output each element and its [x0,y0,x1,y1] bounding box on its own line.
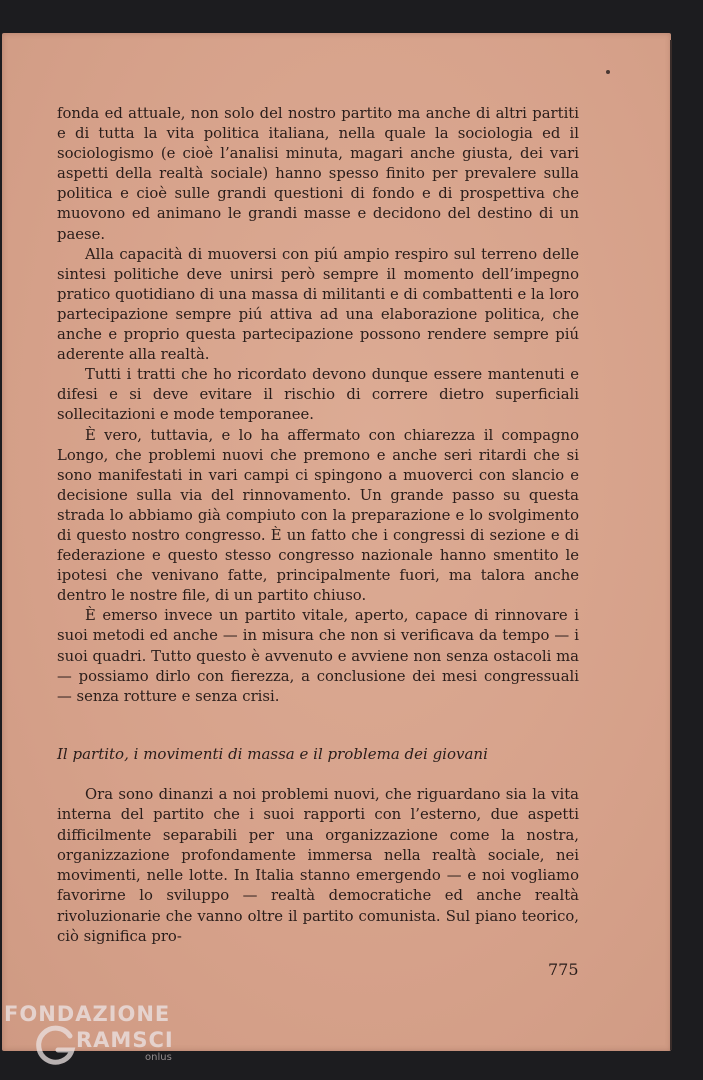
watermark-line-2: RAMSCI [76,1028,174,1052]
page-edge-shadow [670,40,672,1050]
paragraph-6: Ora sono dinanzi a noi problemi nuovi, che riguardano sia la vita interna del partito che i suoi rapporti con l’esterno, due aspetti difficilmente separabili per una organizzazione come la nostra, organizzazione profondamente immersa nella realtà sociale, nei movimenti, nelle lotte. In Italia stanno emergendo — e noi vogliamo favorirne lo sviluppo — realtà democratiche ed anche realtà rivoluzionarie che vanno oltre il partito comunista. Sul piano teorico, ciò significa pro- [57,786,579,946]
fondazione-gramsci-watermark [4,1002,184,1072]
paper-speck [606,70,610,74]
paragraph-3: Tutti i tratti che ho ricordato devono dunque essere mantenuti e difesi e si deve evitare il rischio di correre dietro superficiali sollecitazioni e mode temporanee. [57,366,579,424]
body-text-bottom [57,785,579,947]
page-number: 775 [548,960,579,979]
paragraph-5: È emerso invece un partito vitale, aperto, capace di rinnovare i suoi metodi ed anche — in misura che non si verificava da tempo — i suoi quadri. Tutto questo è avvenuto e avviene non senza ostacoli ma — possiamo dirlo con fierezza, a conclusione dei mesi congressuali — senza rotture e senza crisi. [57,607,579,705]
body-text-top [57,104,579,707]
watermark-line-1: FONDAZIONE [4,1002,171,1026]
paragraph-1: fonda ed attuale, non solo del nostro partito ma anche di altri partiti e di tutta la vita politica italiana, nella quale la sociologia ed il sociologismo (e cioè l’analisi minuta, magari anche giusta, dei vari aspetti della realtà sociale) hanno spesso finito per prevalere sulla politica e cioè sulle grandi questioni di fondo e di prospettiva che muovono ed animano le grandi masse e decidono del destino di un paese. [57,105,579,243]
gramsci-g-logo-icon [32,1022,78,1068]
watermark-line-3: onlus [145,1052,172,1063]
paragraph-4: È vero, tuttavia, e lo ha affermato con chiarezza il compagno Longo, che problemi nuovi che premono e anche seri ritardi che si sono manifestati in vari campi ci spingono a muoverci con slancio e decisione sulla via del rinnovamento. Un grande passo su questa strada lo abbiamo già compiuto con la preparazione e lo svolgimento di questo nostro congresso. È un fatto che i congressi di sezione e di federazione e questo stesso congresso nazionale hanno smentito le ipotesi che venivano fatte, principalmente fuori, ma talora anche dentro le nostre file, di un partito chiuso. [57,426,579,605]
paragraph-2: Alla capacità di muoversi con piú ampio respiro sul terreno delle sintesi politiche deve unirsi però sempre il momento dell’impegno pratico quotidiano di una massa di militanti e di combattenti e la loro partecipazione sempre piú attiva ad una elaborazione politica, che anche e proprio questa partecipazione possono rendere sempre piú aderente alla realtà. [57,245,579,364]
section-heading: Il partito, i movimenti di massa e il problema dei giovani [57,745,488,763]
